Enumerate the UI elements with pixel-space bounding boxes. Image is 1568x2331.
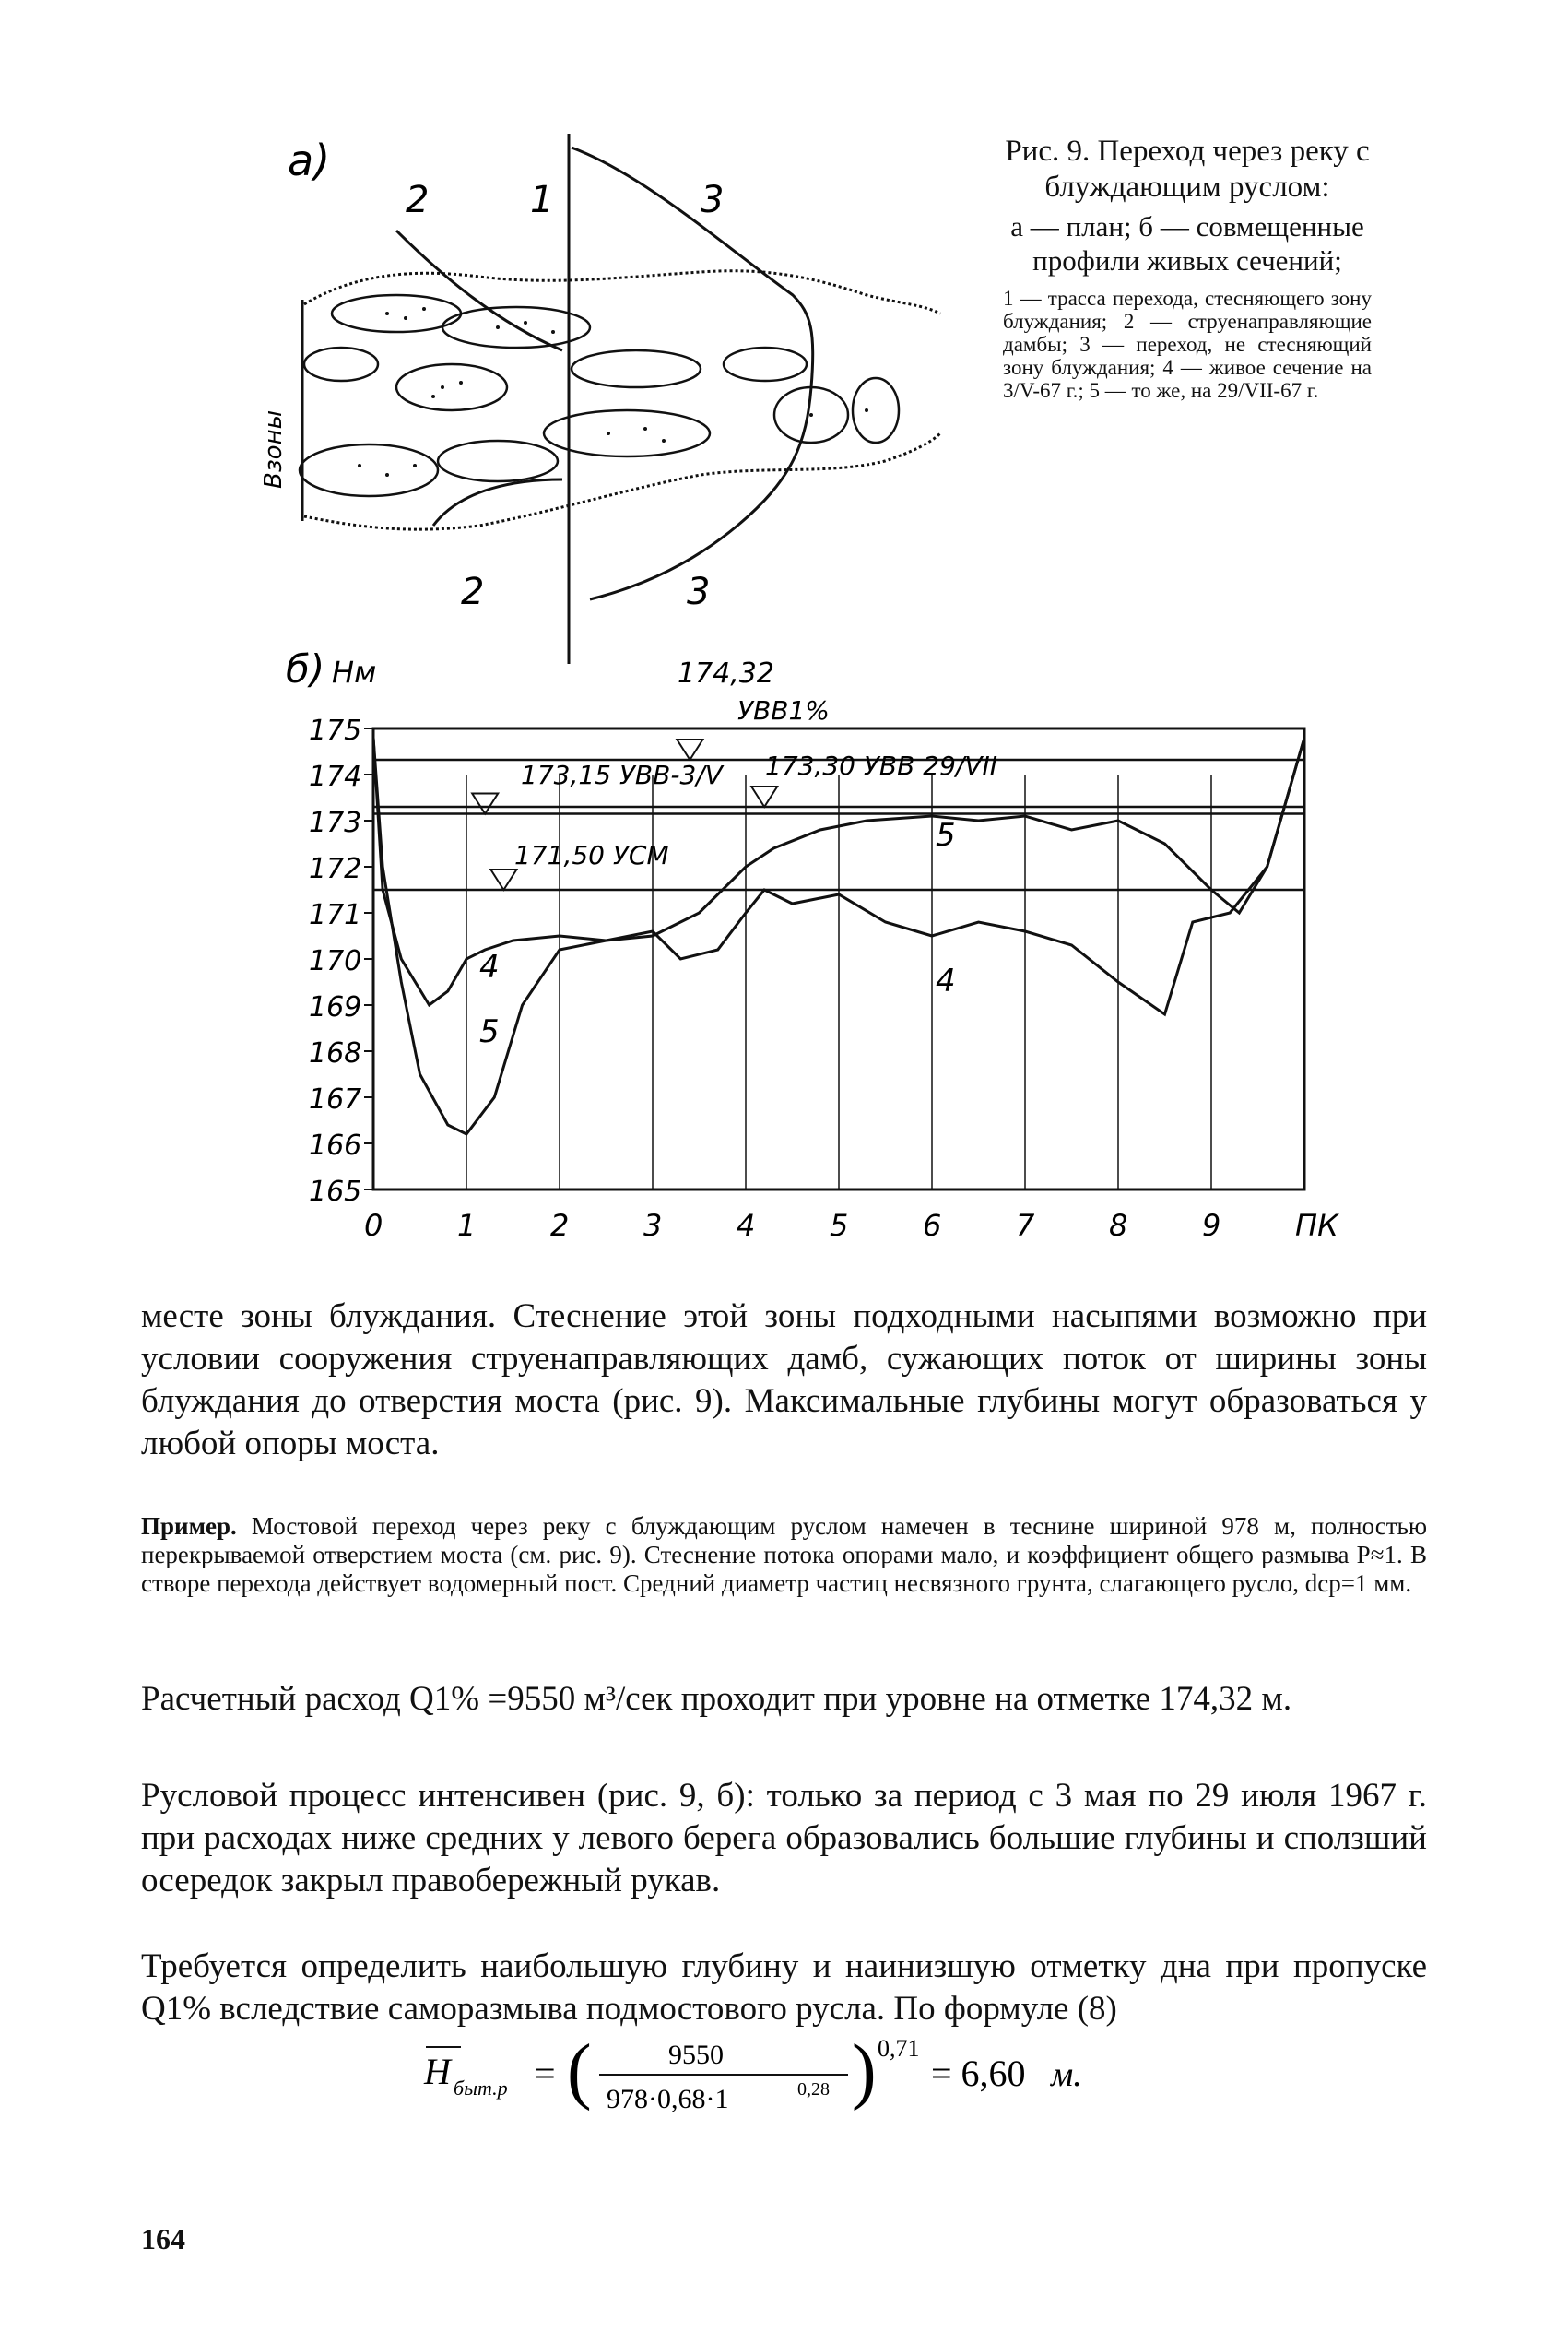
level-marker — [490, 870, 516, 890]
uvv3-label: 173,15 УВВ-3/V — [521, 760, 723, 790]
uvv1-label: УВВ1% — [737, 695, 830, 726]
x-tick-label: 7 — [1016, 1208, 1035, 1243]
x-tick-label: ПК — [1295, 1208, 1338, 1243]
paragraph-1-block — [141, 1296, 1427, 1465]
y-axis-unit: Нм — [332, 655, 377, 690]
y-tick-label: 172 — [309, 853, 362, 885]
formula-denominator-exp: 0,28 — [797, 2079, 830, 2100]
y-tick-label: 174 — [309, 761, 362, 793]
x-tick-label: 5 — [830, 1208, 849, 1243]
example-body: Мостовой переход через реку с блуждающим руслом намечен в теснине шириной 978 м, полностью перекрываемой отверстием моста (см. рис. 9). Стеснение потока опорами мало, и коэффициент общего размыва P≈1. В створе перехода действует водомерный пост. Средний диаметр частиц несвязного грунта, слагающего русло, dср=1 мм. — [141, 1512, 1428, 1597]
plan-label-1: 1 — [530, 179, 554, 221]
paragraph-3: Русловой процесс интенсивен (рис. 9, б): только за период с 3 мая по 29 июля 1967 г. при расходах ниже средних у левого берега образовались большие глубины и сползший осередок закрыл правобережный рукав. — [141, 1777, 1427, 1899]
dam-2-top — [396, 231, 562, 350]
y-tick-label: 171 — [309, 899, 362, 931]
profile-axes — [309, 715, 1339, 1243]
svg-text:(: ( — [567, 2030, 592, 2112]
profile-label-4-right: 4 — [936, 963, 956, 1000]
paragraph-2: Расчетный расход Q1% =9550 м³/сек проходит при уровне на отметке 174,32 м. — [141, 1680, 1292, 1718]
paragraph-1: месте зоны блуждания. Стеснение этой зоны подходными насыпями возможно при условии сооружения струенаправляющих дамб, сужающих поток от ширины зоны блуждания до отверстия моста (рис. 9). Максимальные глубины могут образоваться у любой опоры моста. — [141, 1297, 1427, 1462]
y-tick-label: 167 — [309, 1083, 362, 1116]
plan-label-3-bottom: 3 — [687, 571, 711, 613]
formula-exponent: 0,71 — [878, 2035, 920, 2062]
formula-lhs: H — [424, 2051, 451, 2092]
x-tick-label: 2 — [550, 1208, 570, 1243]
y-tick-label: 169 — [309, 991, 362, 1024]
caption-title: Рис. 9. Переход через реку с блуждающим руслом: — [1005, 135, 1370, 204]
y-tick-label: 165 — [309, 1176, 362, 1208]
svg-text:=: = — [535, 2053, 556, 2094]
level-marker — [751, 787, 777, 807]
example-block — [141, 1512, 1427, 1598]
y-tick-label: 175 — [309, 715, 362, 747]
formula-lhs-sub: быт.р — [454, 2077, 508, 2100]
x-tick-label: 1 — [457, 1208, 477, 1243]
zone-label: Bзоны — [260, 409, 288, 489]
usm-label: 171,50 УСМ — [514, 840, 669, 870]
uvv1-value: 174,32 — [678, 657, 774, 690]
plan-label-2-top: 2 — [406, 179, 430, 221]
x-tick-label: 3 — [643, 1208, 663, 1243]
label-a: a) — [288, 136, 331, 185]
level-marker — [472, 794, 498, 814]
example-heading: Пример. — [141, 1512, 237, 1540]
dam-2-bottom — [433, 479, 562, 526]
profile-label-4-left: 4 — [479, 949, 500, 986]
formula — [369, 2029, 1198, 2130]
x-tick-label: 9 — [1202, 1208, 1221, 1243]
x-tick-label: 6 — [923, 1208, 942, 1243]
y-tick-label: 168 — [309, 1037, 362, 1070]
caption-legend: 1 — трасса перехода, стесняющего зону блуждания; 2 — струенаправляющие дамбы; 3 — переход, не стесняющий зону блуждания; 4 — живое сечение на 3/V-67 г.; 5 — то же, на 29/VII-67 г. — [1003, 287, 1372, 402]
page-number: 164 — [141, 2222, 185, 2255]
formula-result: = 6,60 — [931, 2053, 1026, 2094]
x-tick-label: 4 — [737, 1208, 756, 1243]
y-tick-label: 173 — [309, 807, 362, 839]
plan-label-2-bottom: 2 — [461, 571, 485, 613]
paragraph-3-block — [141, 1775, 1427, 1902]
x-tick-label: 8 — [1109, 1208, 1128, 1243]
caption-subtitle: а — план; б — совмещенные профили живых сечений; — [1010, 210, 1364, 277]
x-tick-label: 0 — [364, 1208, 383, 1243]
plan-label-3-top: 3 — [701, 179, 725, 221]
river-bank-top — [304, 271, 940, 314]
formula-denominator: 978·0,68·1 — [607, 2084, 729, 2114]
paragraph-2-block — [141, 1678, 1427, 1721]
formula-numerator: 9550 — [668, 2040, 724, 2070]
svg-text:): ) — [852, 2030, 877, 2112]
figure-caption — [1003, 134, 1372, 402]
label-b: б) — [286, 646, 325, 692]
profile-label-5-left: 5 — [479, 1013, 500, 1050]
profile-label-5-right: 5 — [936, 817, 956, 854]
uvv29-label: 173,30 УВВ 29/VII — [765, 751, 997, 781]
crossing-curve-3 — [572, 148, 813, 599]
paragraph-4: Требуется определить наибольшую глубину и наинизшую отметку дна при пропуске Q1% вследствие саморазмыва подмостового русла. По формуле (8) — [141, 1947, 1427, 2028]
y-tick-label: 170 — [309, 945, 362, 977]
formula-unit: м. — [1051, 2055, 1082, 2094]
example-paragraph — [141, 1512, 1427, 1598]
level-marker — [677, 740, 702, 760]
y-tick-label: 166 — [309, 1130, 362, 1162]
paragraph-4-block — [141, 1946, 1427, 2030]
